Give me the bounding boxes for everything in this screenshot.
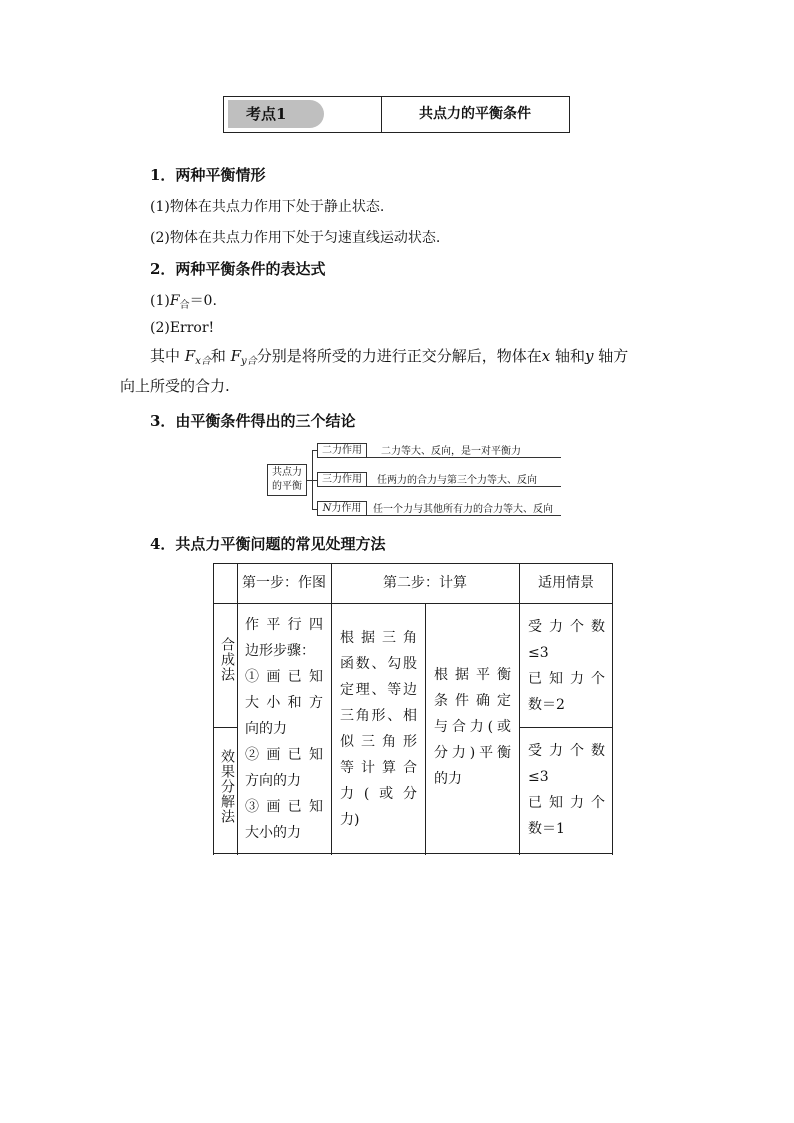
scene2-content [528, 738, 605, 842]
calc-line: 函数、勾股 [340, 656, 417, 672]
table-bottom-border [213, 853, 613, 854]
table-col-2 [331, 563, 332, 855]
table-col-1 [237, 563, 238, 855]
calc-line: 力(或分 [340, 786, 417, 802]
s2-note-b: 分别是将所受的力进行正交分解后，物体在 [256, 347, 542, 365]
s2-note-a: 其中 [150, 347, 185, 365]
scene1-line: ≤3 [528, 645, 549, 661]
s1-item-1: (1)物体在共点力作用下处于静止状态. [150, 199, 385, 215]
diagram-branch-2-label: 三力作用 [317, 472, 367, 487]
table-col-3 [425, 603, 426, 855]
s2-fy-var: F [230, 347, 242, 365]
step1-line: 方向的力 [245, 773, 301, 789]
step1-line: ①画已知 [245, 669, 323, 685]
table-header-step2: 第二步：计算 [383, 575, 467, 591]
s2-heading: 2．两种平衡条件的表达式 [150, 260, 326, 278]
scene1-line: 已知力个 [528, 671, 605, 687]
scene1-line: 受力个数 [528, 619, 605, 635]
step1-line: ②画已知 [245, 747, 323, 763]
step1-line: ③画已知 [245, 799, 323, 815]
s2-x-axis: x [541, 347, 551, 365]
table-col-0 [213, 563, 214, 855]
determine-line: 条件确定 [434, 693, 511, 709]
s2-note-c: 轴和 [550, 347, 585, 365]
table-header-scene: 适用情景 [538, 575, 594, 591]
s2-eq2: (2)Error! [150, 320, 215, 336]
step1-content [245, 612, 323, 846]
s2-note-and: 和 [210, 347, 231, 365]
calc-line: 似三角形 [340, 734, 417, 750]
diagram-branch-3-label [317, 501, 367, 516]
table-method-divider [213, 727, 237, 728]
s2-note-d: 轴方 [593, 347, 629, 365]
header-tag: 考点1 [246, 105, 287, 123]
scene1-line: 数＝2 [528, 697, 565, 713]
determine-line: 根据平衡 [434, 667, 511, 683]
s2-note-line2: 向上所受的合力. [120, 377, 230, 395]
s2-eq1 [150, 290, 217, 311]
method-decomposition: 效果分解法 [219, 749, 235, 824]
determine-line: 的力 [434, 771, 462, 787]
calc-line: 根据三角 [340, 630, 417, 646]
diagram-branch-3-text: 任一个力与其他所有力的合力等大、反向 [373, 504, 553, 515]
s2-y-axis: y [584, 347, 594, 365]
diagram-branch-1-text: 二力等大、反向，是一对平衡力 [381, 446, 521, 457]
step1-line: 向的力 [245, 721, 287, 737]
diagram-branch-1-line [367, 457, 561, 458]
s4-heading: 4．共点力平衡问题的常见处理方法 [150, 535, 386, 553]
s2-note-line1 [150, 343, 690, 375]
scene1-content [528, 614, 605, 718]
determine-line: 与合力(或 [434, 719, 511, 735]
step1-line: 大小和方 [245, 695, 323, 711]
diagram-branch-3-line [367, 515, 561, 516]
s1-heading: 1．两种平衡情形 [150, 166, 266, 184]
s2-eq1-sub: 合 [179, 300, 190, 311]
s2-fx-sub: x合 [195, 356, 211, 367]
header-tag-cell [224, 97, 382, 132]
determine-line: 分力)平衡 [434, 745, 511, 761]
table-col-5 [612, 563, 613, 855]
table-col-4 [519, 563, 520, 855]
calc-line: 力) [340, 812, 360, 828]
scene2-line: 数＝1 [528, 821, 565, 837]
s2-eq1-rest: ＝0. [189, 293, 217, 309]
header-title: 共点力的平衡条件 [419, 106, 531, 122]
table-header-step1: 第一步：作图 [242, 575, 326, 591]
table-header-border [213, 603, 613, 604]
diagram-root [267, 464, 307, 496]
step1-line: 作平行四 [245, 617, 323, 633]
scene2-line: 已知力个 [528, 795, 605, 811]
diagram-branch-2-text: 任两力的合力与第三个力等大、反向 [377, 475, 537, 486]
scene2-line: 受力个数 [528, 743, 605, 759]
determine-content [434, 662, 511, 792]
s2-fy-sub: y合 [241, 356, 257, 367]
s2-eq1-var: F [169, 293, 180, 309]
diagram-branch-1-label: 二力作用 [317, 443, 367, 458]
calc-line: 等计算合 [340, 760, 417, 776]
scene2-line: ≤3 [528, 769, 549, 785]
step1-line: 边形步骤： [245, 643, 315, 659]
method-table [213, 563, 613, 855]
method-synthesis: 合成法 [219, 637, 235, 682]
section-header [223, 96, 570, 133]
s2-fx-var: F [184, 347, 196, 365]
s2-eq1-prefix: (1) [150, 293, 170, 309]
calc-line: 三角形、相 [340, 708, 417, 724]
calc-line: 定理、等边 [340, 682, 417, 698]
s1-item-2: (2)物体在共点力作用下处于匀速直线运动状态. [150, 230, 441, 246]
step1-line: 大小的力 [245, 825, 301, 841]
table-top-border [213, 563, 613, 564]
diagram-root-line2: 的平衡 [272, 481, 302, 492]
diagram-branch-2-line [367, 486, 561, 487]
table-scene-divider [519, 727, 613, 728]
calc-content [340, 625, 417, 833]
diagram-root-line1: 共点力 [272, 467, 302, 478]
diagram-branch-3-word: 力作用 [331, 503, 362, 514]
diagram-branch-3-var: N [322, 503, 332, 514]
s3-heading: 3．由平衡条件得出的三个结论 [150, 412, 356, 430]
